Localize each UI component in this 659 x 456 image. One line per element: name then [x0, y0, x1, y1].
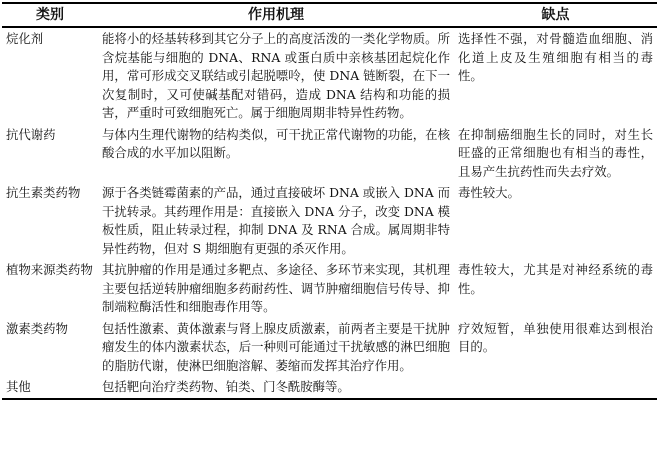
table-row: [2, 259, 657, 318]
category-cell: 激素类药物: [6, 320, 68, 336]
mechanism-cell: 能将小的烃基转移到其它分子上的高度活泼的一类化学物质。所含烷基能与细胞的 DNA、RNA 或蛋白质中亲核基团起烷化作用，常可形成交叉联结或引起脱嘌呤，使 DNA 链断裂，在下一次复制时，又可使碱基配对错码，造成 DNA 结构和功能的损害，严重时可致细胞死亡。属于细胞周期非特异性药物。: [102, 31, 450, 120]
drawback-cell: [454, 376, 657, 399]
mechanism-cell: 与体内生理代谢物的结构类似，可干扰正常代谢物的功能，在核酸合成的水平加以阻断。: [102, 126, 450, 160]
table-row: [2, 182, 657, 259]
mechanism-cell: 包括性激素、黄体激素与肾上腺皮质激素，前两者主要是干扰肿瘤发生的体内激素状态，后一种则可能通过干扰敏感的淋巴细胞的脂肪代谢，使淋巴细胞溶解、萎缩而发挥其治疗作用。: [102, 320, 450, 373]
category-cell: 抗代谢药: [6, 126, 56, 142]
mechanism-cell: 源于各类链霉菌素的产品，通过直接破坏 DNA 或嵌入 DNA 而干扰转录。其药理作用是：直接嵌入 DNA 分子，改变 DNA 模板性质，阻止转录过程，抑制 DNA 及 RNA 合成。属周期非特异性药物，但对 S 期细胞有更强的杀灭作用。: [102, 185, 450, 256]
table-row: [2, 124, 657, 183]
category-cell: 抗生素类药物: [6, 185, 81, 200]
header-mechanism: 作用机理: [98, 3, 454, 27]
header-category: 类别: [2, 3, 98, 27]
drawback-cell: 毒性较大，尤其是对神经系统的毒性。: [458, 262, 653, 296]
category-cell: 植物来源类药物: [6, 262, 93, 277]
drug-classification-table: [2, 2, 657, 400]
drawback-cell: 在抑制癌细胞生长的同时，对生长旺盛的正常细胞也有相当的毒性，且易产生抗药性而失去疗效。: [458, 126, 653, 179]
table-row: [2, 27, 657, 124]
category-cell: 其他: [2, 376, 98, 399]
table-row: [2, 376, 657, 399]
header-row: [2, 3, 657, 27]
mechanism-cell: 包括靶向治疗类药物、铂类、门冬酰胺酶等。: [98, 376, 454, 399]
table-row: [2, 318, 657, 377]
drawback-cell: 毒性较大。: [458, 185, 520, 200]
category-cell: 烷化剂: [6, 31, 44, 46]
drawback-cell: 选择性不强，对骨髓造血细胞、消化道上皮及生殖细胞有相当的毒性。: [458, 31, 653, 83]
header-drawback: 缺点: [454, 3, 657, 27]
mechanism-cell: 其抗肿瘤的作用是通过多靶点、多途径、多环节来实现，其机理主要包括逆转肿瘤细胞多药耐药性、调节肿瘤细胞信号传导、抑制端粒酶活性和细胞毒作用等。: [102, 262, 450, 314]
drawback-cell: 疗效短暂，单独使用很难达到根治目的。: [458, 320, 653, 354]
